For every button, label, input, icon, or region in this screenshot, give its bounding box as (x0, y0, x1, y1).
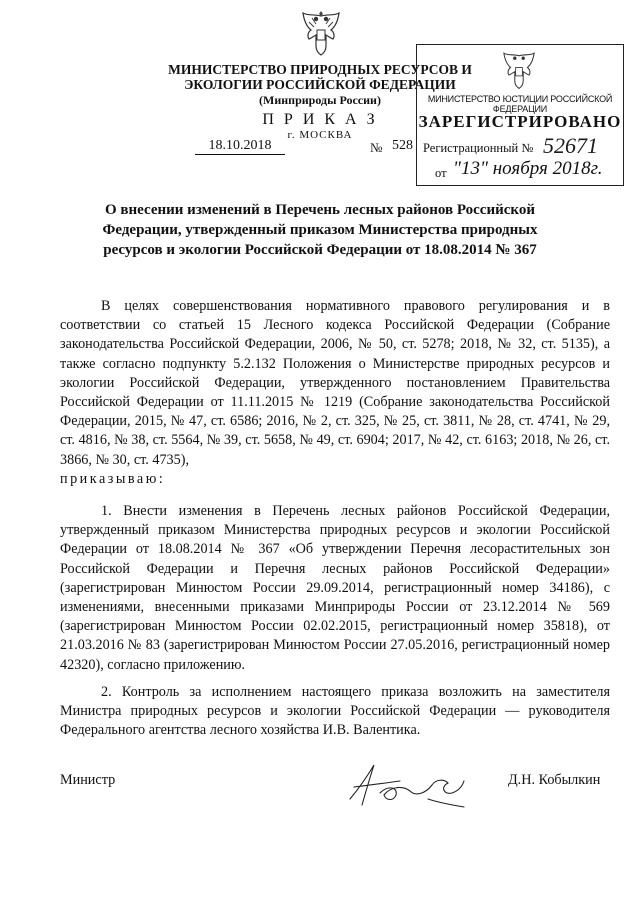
order-date: 18.10.2018 (195, 138, 285, 155)
item-1-paragraph: 1. Внести изменения в Перечень лесных районов Российской Федерации, утвержденный приказом Министерства природных ресурсов и экологии Российской Федерации от 18.08.2014 № 367 «Об утверждении Перечня лесорастительных зон Российской Федерации и Перечня лесных районов Российской Федерации» (зарегистрирован Минюстом России 29.09.2014, регистрационный номер 34186), с изменениями, внесенными приказами Минприроды России от 23.12.2014 № 569 (зарегистрирован Минюстом России 02.02.2015, регистрационный номер 35818), от 21.03.2016 № 83 (зарегистрирован Минюстом России 27.05.2016, регистрационный номер 42320), согласно приложению. (60, 503, 610, 673)
signatory-role: Министр (60, 772, 116, 788)
stamp-ministry: МИНИСТЕРСТВО ЮСТИЦИИ РОССИЙСКОЙ ФЕДЕРАЦИИ (427, 94, 613, 114)
signatory-name: Д.Н. Кобылкин (508, 772, 601, 788)
document-title: О внесении изменений в Перечень лесных районов Российской Федерации, утвержденный приказом Министерства природных ресурсов и экологии Российской Федерации от 18.08.2014 № 367 (102, 202, 538, 258)
ministry-name: МИНИСТЕРСТВО ПРИРОДНЫХ РЕСУРСОВ И ЭКОЛОГИИ РОССИЙСКОЙ ФЕДЕРАЦИИ (168, 62, 472, 92)
intro-text: В целях совершенствования нормативного правового регулирования и в соответствии со статьей 15 Лесного кодекса Российской Федерации (Собрание законодательства Российской Федерации, 2006, № 50, ст. 5278; 2018, № 32, ст. 5135), а также согласно подпункту 5.2.132 Положения о Министерстве природных ресурсов и экологии Российской Федерации, утвержденного постановлением Правительства Российской Федерации от 11.11.2015 № 1219 (Собрание законодательства Российской Федерации, 2015, № 47, ст. 6586; 2016, № 2, ст. 325, № 25, ст. 3811, № 28, ст. 4741, № 29, ст. 4816, № 38, ст. 5564, № 39, ст. 5658, № 49, ст. 6904; 2017, № 42, ст. 6163; 2018, № 26, ст. 3866, № 30, ст. 4735), (60, 298, 610, 468)
stamp-date-label: от (435, 166, 447, 180)
intro-paragraph (60, 297, 610, 489)
stamp-date-value: "13" ноября 2018г. (453, 158, 603, 179)
order-number-sign: № (370, 140, 383, 155)
stamp-coat-of-arms-icon (501, 49, 537, 91)
ministry-short-name: (Минприроды России) (259, 93, 381, 107)
order-city: г. МОСКВА (287, 129, 353, 141)
order-title: П Р И К А З (262, 111, 378, 128)
stamp-registered: ЗАРЕГИСТРИРОВАНО (418, 112, 622, 131)
registration-stamp (416, 44, 624, 186)
item-2-paragraph: 2. Контроль за исполнением настоящего приказа возложить на заместителя Министра природных ресурсов и экологии Российской Федерации — руководителя Федерального агентства лесного хозяйства И.В. Валентика. (60, 684, 610, 739)
stamp-regnum-value: 52671 (543, 133, 598, 158)
order-number: 528 (392, 138, 413, 153)
stamp-regnum-label: Регистрационный № (423, 141, 534, 155)
coat-of-arms-icon (300, 8, 342, 58)
decree-word: приказываю: (60, 470, 166, 487)
handwritten-signature (340, 757, 470, 817)
